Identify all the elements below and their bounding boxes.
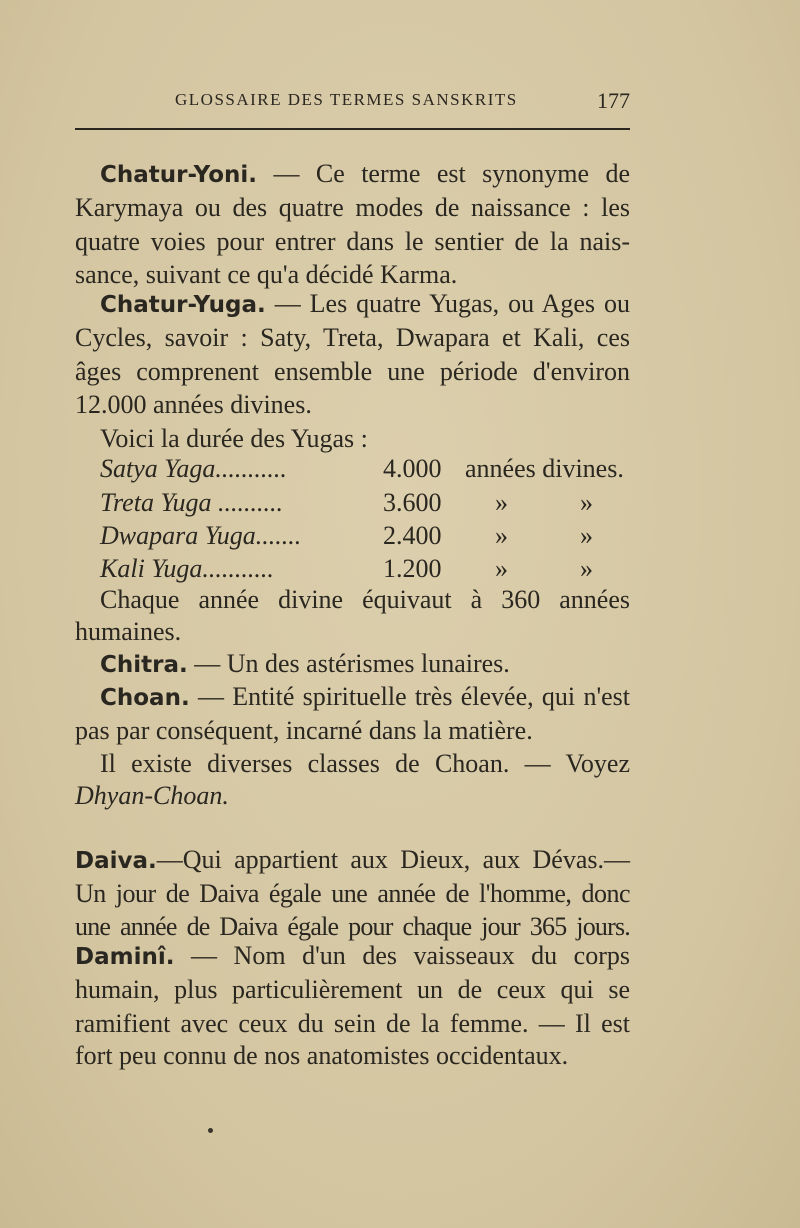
- cross-reference: Dhyan-Choan.: [75, 781, 229, 810]
- entry-text: ramifient avec ceux du sein de la femme. — Il est: [75, 1009, 630, 1038]
- term-chatur-yoni: Chatur-Yoni.: [100, 162, 257, 188]
- yuga-table-row: [75, 552, 630, 586]
- yuga-table-row: [75, 519, 630, 553]
- ditto-mark: »: [495, 554, 508, 583]
- entry-text: fort peu connu de nos anatomistes occidentaux.: [75, 1041, 569, 1070]
- page-number: 177: [597, 88, 630, 113]
- yuga-table-row: [75, 486, 630, 520]
- header-rule: [75, 128, 630, 130]
- entry-text: humaines.: [75, 617, 182, 646]
- yuga-name: Satya Yaga...........: [100, 454, 287, 483]
- entry-text: — Les quatre Yugas, ou Ages ou: [274, 289, 630, 318]
- term-chitra: Chitra.: [100, 652, 188, 678]
- entry-text: Il existe diverses classes de Choan. — Voyez: [100, 749, 630, 778]
- entry-chitra-line: [75, 647, 630, 681]
- entry-text: — Ce terme est synonyme de: [273, 159, 630, 188]
- term-chatur-yuga: Chatur-Yuga.: [100, 292, 266, 318]
- entry-choan-line: [75, 680, 630, 714]
- yuga-table-row: [75, 452, 630, 486]
- entry-text: quatre voies pour entrer dans le sentier de la nais-: [75, 227, 630, 256]
- yuga-name: Treta Yuga ..........: [100, 488, 284, 517]
- entry-damini-line: [75, 939, 630, 973]
- entry-text: âges comprenent ensemble une période d'environ: [75, 357, 630, 386]
- running-title: GLOSSAIRE DES TERMES SANSKRITS: [175, 90, 518, 109]
- term-damini: Daminî.: [75, 944, 175, 970]
- entry-text: — Un des astérismes lunaires.: [194, 649, 510, 678]
- page-header: [75, 90, 630, 120]
- yuga-unit: années divines.: [465, 454, 624, 483]
- ditto-mark: »: [495, 521, 508, 550]
- entry-text: —Qui appartient aux Dieux, aux Dévas.—: [156, 845, 630, 874]
- entry-daiva-line: [75, 843, 630, 877]
- yuga-value: 2.400: [383, 521, 442, 550]
- entry-text: Un jour de Daiva égale une année de l'homme, donc: [75, 879, 630, 908]
- entry-text: Chaque année divine équivaut à 360 années: [100, 585, 630, 614]
- term-choan: Choan.: [100, 685, 190, 711]
- entry-text: Voici la durée des Yugas :: [100, 424, 368, 453]
- entry-text: pas par conséquent, incarné dans la matière.: [75, 716, 533, 745]
- entry-text: Cycles, savoir : Saty, Treta, Dwapara et Kali, ces: [75, 323, 630, 352]
- yuga-value: 4.000: [383, 454, 442, 483]
- entry-text: — Nom d'un des vaisseaux du corps: [191, 941, 630, 970]
- yuga-name: Dwapara Yuga.......: [100, 521, 302, 550]
- yuga-value: 1.200: [383, 554, 442, 583]
- term-daiva: Daiva.: [75, 848, 157, 874]
- entry-text: — Entité spirituelle très élevée, qui n'est: [197, 682, 631, 711]
- entry-text: sance, suivant ce qu'a décidé Karma.: [75, 260, 458, 289]
- entry-text: 12.000 années divines.: [75, 390, 312, 419]
- ditto-mark: »: [580, 521, 593, 550]
- yuga-name: Kali Yuga...........: [100, 554, 274, 583]
- entry-text: humain, plus particulièrement un de ceux qui se: [75, 975, 630, 1004]
- yuga-value: 3.600: [383, 488, 442, 517]
- entry-chatur-yuga-line: [75, 287, 630, 321]
- ink-speck: [208, 1128, 213, 1133]
- entry-text: Karymaya ou des quatre modes de naissance : les: [75, 193, 630, 222]
- ditto-mark: »: [580, 488, 593, 517]
- ditto-mark: »: [580, 554, 593, 583]
- ditto-mark: »: [495, 488, 508, 517]
- entry-chatur-yoni-line: [75, 157, 630, 191]
- entry-text: une année de Daiva égale pour chaque jour 365 jours.: [75, 912, 630, 941]
